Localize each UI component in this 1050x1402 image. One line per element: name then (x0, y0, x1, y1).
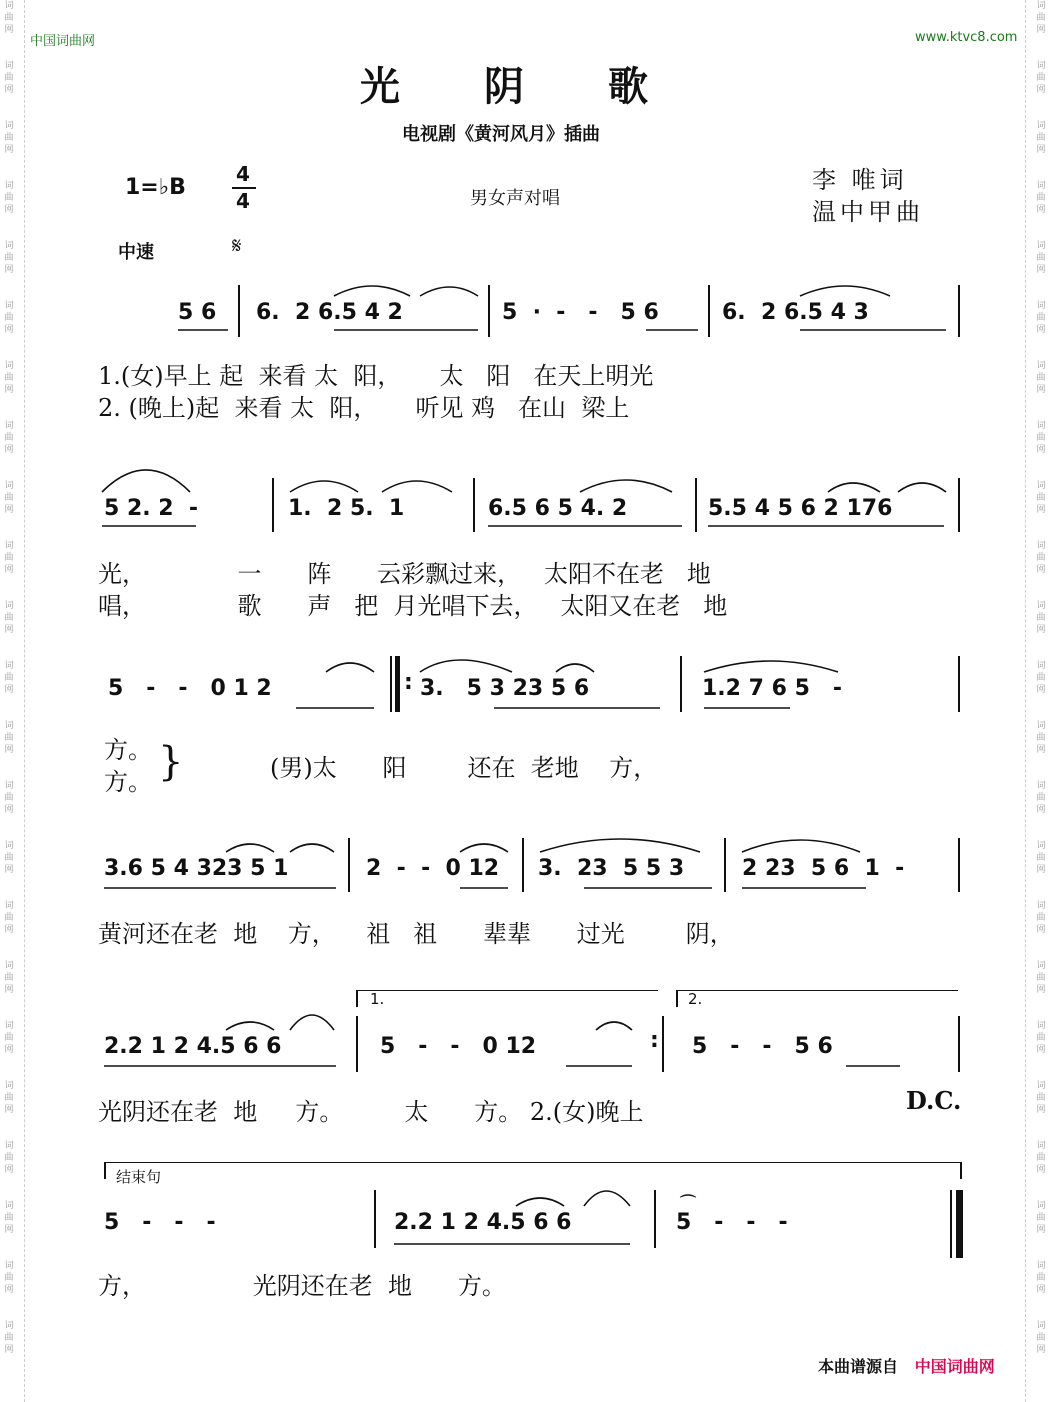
slur (226, 1022, 274, 1030)
notes-measure-2-4: 5.5 4 5 6 2 176 (708, 496, 893, 521)
notes-measure-4-4: 2 23 5 6 1 - (742, 856, 905, 881)
time-signature-bottom: 4 (236, 189, 250, 213)
slur (540, 839, 700, 852)
tempo-marking: 中速 (118, 242, 154, 263)
notes-measure-2-3: 6.5 6 5 4. 2 (488, 496, 628, 521)
notes-measure-5-3: 5 - - 5 6 (692, 1034, 833, 1059)
left-margin-line (24, 0, 25, 1402)
side-watermark-block: 词 曲 网 (4, 601, 14, 635)
barline (958, 838, 960, 892)
ending-label: 结束句 (116, 1168, 162, 1186)
time-signature-top: 4 (236, 162, 250, 186)
barline (708, 285, 710, 337)
slur (420, 287, 478, 296)
slur (420, 660, 512, 672)
side-watermark-block: 词 曲 网 (1036, 781, 1046, 815)
side-watermark-block: 词 曲 网 (1036, 1261, 1046, 1295)
repeat-start-barline-thick (395, 656, 400, 712)
barline (238, 285, 240, 337)
barline (680, 656, 682, 712)
volta-first-ending (356, 990, 658, 1007)
repeat-end-barline (662, 1016, 664, 1072)
side-watermark-block: 词 曲 网 (1036, 541, 1046, 575)
side-watermark-block: 词 曲 网 (4, 181, 14, 215)
barline (654, 1190, 656, 1248)
side-watermark-block: 词 曲 网 (1036, 841, 1046, 875)
slur (290, 481, 358, 492)
lyric-line-2-verse-2: 唱， 歌 声 把 月光唱下去， 太阳又在老 地 (98, 592, 728, 620)
slur (516, 1198, 564, 1206)
side-watermark-block: 词 曲 网 (4, 1261, 14, 1295)
side-watermark-block: 词 曲 网 (1036, 661, 1046, 695)
notes-measure-6-2: 2.2 1 2 4.5 6 6 (394, 1210, 572, 1235)
volta-1-label: 1. (370, 990, 385, 1008)
final-barline-thin (950, 1190, 952, 1258)
side-watermark-block: 词 曲 网 (4, 61, 14, 95)
lyric-line-1-verse-1: 1.(女)早上 起 来看 太 阳， 太 阳 在天上明光 (98, 362, 654, 390)
lyric-line-1-verse-2: 2. (晚上)起 来看 太 阳， 听见 鸡 在山 梁上 (98, 394, 630, 422)
notes-measure-3-1: 5 - - 0 1 2 (108, 676, 272, 701)
notes-measure-1-1: 5 6 (178, 300, 217, 325)
side-watermark-block: 词 曲 网 (4, 241, 14, 275)
notes-measure-6-3: 5 - - - (676, 1210, 788, 1235)
side-watermark-block: 词 曲 网 (4, 781, 14, 815)
top-right-watermark: www.ktvc8.com (915, 30, 1018, 45)
slur (742, 840, 860, 852)
da-capo-marking: D.C. (906, 1086, 962, 1115)
lyric-line-6: 方， 光阴还在老 地 方。 (98, 1272, 506, 1300)
repeat-dots: : (404, 670, 413, 695)
segno-sign: 𝄋 (232, 234, 242, 259)
barline (473, 478, 475, 532)
side-watermark-block: 词 曲 网 (1036, 241, 1046, 275)
side-watermark-block: 词 曲 网 (4, 721, 14, 755)
barline (272, 478, 274, 532)
barline (958, 478, 960, 532)
slur (326, 663, 374, 672)
side-watermark-block: 词 曲 网 (4, 421, 14, 455)
side-watermark-block: 词 曲 网 (1036, 1201, 1046, 1235)
barline (356, 1016, 358, 1072)
slur (382, 481, 452, 492)
notes-measure-1-2: 6. 2 6.5 4 2 (256, 300, 403, 325)
notes-measure-4-2: 2 - - 0 12 (366, 856, 500, 881)
notes-measure-4-3: 3. 23 5 5 3 (538, 856, 685, 881)
side-watermark-block: 词 曲 网 (1036, 1321, 1046, 1355)
side-watermark-block: 词 曲 网 (1036, 421, 1046, 455)
final-barline-thick (956, 1190, 963, 1258)
barline (724, 838, 726, 892)
performance-note: 男女声对唱 (470, 188, 560, 209)
barline (695, 478, 697, 532)
lyric-line-2-verse-1: 光， 一 阵 云彩飘过来， 太阳不在老 地 (98, 560, 711, 588)
side-watermark-block: 词 曲 网 (4, 1201, 14, 1235)
side-watermark-block: 词 曲 网 (1036, 1, 1046, 35)
slur (102, 470, 190, 492)
barline (522, 838, 524, 892)
side-watermark-block: 词 曲 网 (1036, 1141, 1046, 1175)
side-watermark-block: 词 曲 网 (4, 361, 14, 395)
side-watermark-block: 词 曲 网 (1036, 121, 1046, 155)
side-watermark-block: 词 曲 网 (4, 1021, 14, 1055)
side-watermark-block: 词 曲 网 (1036, 361, 1046, 395)
repeat-end-dots: : (650, 1028, 659, 1053)
slur (556, 664, 594, 672)
right-margin-line (1025, 0, 1026, 1402)
slur (828, 483, 880, 492)
side-watermark-block: 词 曲 网 (4, 1081, 14, 1115)
notes-measure-4-1: 3.6 5 4 323 5 1 (104, 856, 289, 881)
slur (460, 844, 508, 852)
page-title: 光阴歌 (360, 63, 732, 110)
slur (334, 286, 410, 296)
footer-source-site: 中国词曲网 (914, 1357, 995, 1376)
notes-measure-2-1: 5 2. 2 - (104, 496, 199, 521)
side-watermark-block: 词 曲 网 (1036, 61, 1046, 95)
fermata: ⌒ (680, 1193, 697, 1212)
slur (584, 1191, 630, 1206)
barline (958, 1016, 960, 1072)
side-watermark-block: 词 曲 网 (4, 841, 14, 875)
notes-measure-3-2: 3. 5 3 23 5 6 (420, 676, 590, 701)
repeat-start-barline (390, 656, 392, 712)
footer-source (818, 1354, 995, 1377)
slur (580, 480, 672, 492)
side-watermark-block: 词 曲 网 (4, 481, 14, 515)
notes-measure-6-1: 5 - - - (104, 1210, 216, 1235)
slur (898, 483, 946, 492)
barline (374, 1190, 376, 1248)
lyric-line-5: 光阴还在老 地 方。 太 方。 2.(女)晚上 (98, 1098, 644, 1126)
side-watermark-block: 词 曲 网 (4, 301, 14, 335)
side-watermark-block: 词 曲 网 (1036, 1021, 1046, 1055)
slur (596, 1022, 632, 1030)
notes-measure-5-1: 2.2 1 2 4.5 6 6 (104, 1034, 282, 1059)
side-watermark-block: 词 曲 网 (4, 541, 14, 575)
volta-second-ending (676, 990, 958, 1007)
side-watermark-block: 词 曲 网 (4, 1141, 14, 1175)
side-watermark-block: 词 曲 网 (1036, 481, 1046, 515)
side-watermark-block: 词 曲 网 (1036, 721, 1046, 755)
slur (226, 844, 274, 852)
volta-2-label: 2. (688, 990, 703, 1008)
side-watermark-block: 词 曲 网 (1036, 1081, 1046, 1115)
side-watermark-block: 词 曲 网 (4, 961, 14, 995)
notes-measure-2-2: 1. 2 5. 1 (288, 496, 405, 521)
ending-bracket (104, 1162, 962, 1179)
subtitle: 电视剧《黄河风月》插曲 (402, 124, 600, 145)
side-watermark-block: 词 曲 网 (4, 121, 14, 155)
side-watermark-block: 词 曲 网 (4, 1321, 14, 1355)
top-left-watermark: 中国词曲网 (30, 34, 96, 49)
side-watermark-block: 词 曲 网 (4, 1, 14, 35)
side-watermark-block: 词 曲 网 (1036, 181, 1046, 215)
notes-measure-1-3: 5 · - - 5 6 (502, 300, 659, 325)
notes-measure-1-4: 6. 2 6.5 4 3 (722, 300, 869, 325)
side-watermark-block: 词 曲 网 (4, 661, 14, 695)
side-watermark-block: 词 曲 网 (1036, 901, 1046, 935)
side-watermark-block: 词 曲 网 (1036, 301, 1046, 335)
barline (488, 285, 490, 337)
composer-credit: 温中甲曲 (812, 198, 924, 226)
lyric-line-3-verse-2: 方。 (104, 768, 152, 796)
notes-measure-3-3: 1.2 7 6 5 - (702, 676, 842, 701)
left-watermark-strip (2, 0, 16, 1402)
notes-measure-5-2: 5 - - 0 12 (380, 1034, 537, 1059)
barline (958, 656, 960, 712)
barline (958, 285, 960, 337)
slur (290, 1015, 334, 1030)
right-watermark-strip (1034, 0, 1048, 1402)
lyric-line-4: 黄河还在老 地 方， 祖 祖 辈辈 过光 阴， (98, 920, 734, 948)
lyricist-credit: 李 唯词 (812, 166, 908, 194)
side-watermark-block: 词 曲 网 (1036, 961, 1046, 995)
slur (800, 286, 890, 296)
slur (290, 844, 334, 852)
lyric-line-3-male: (男)太 阳 还在 老地 方， (270, 754, 658, 782)
slur (704, 661, 838, 672)
side-watermark-block: 词 曲 网 (1036, 601, 1046, 635)
footer-source-prefix: 本曲谱源自 (818, 1357, 899, 1376)
key-signature: 1=♭B (125, 175, 186, 200)
lyric-line-3-verse-1: 方。 (104, 736, 152, 764)
side-watermark-block: 词 曲 网 (4, 901, 14, 935)
barline (348, 838, 350, 892)
verse-brace: } (158, 739, 184, 785)
